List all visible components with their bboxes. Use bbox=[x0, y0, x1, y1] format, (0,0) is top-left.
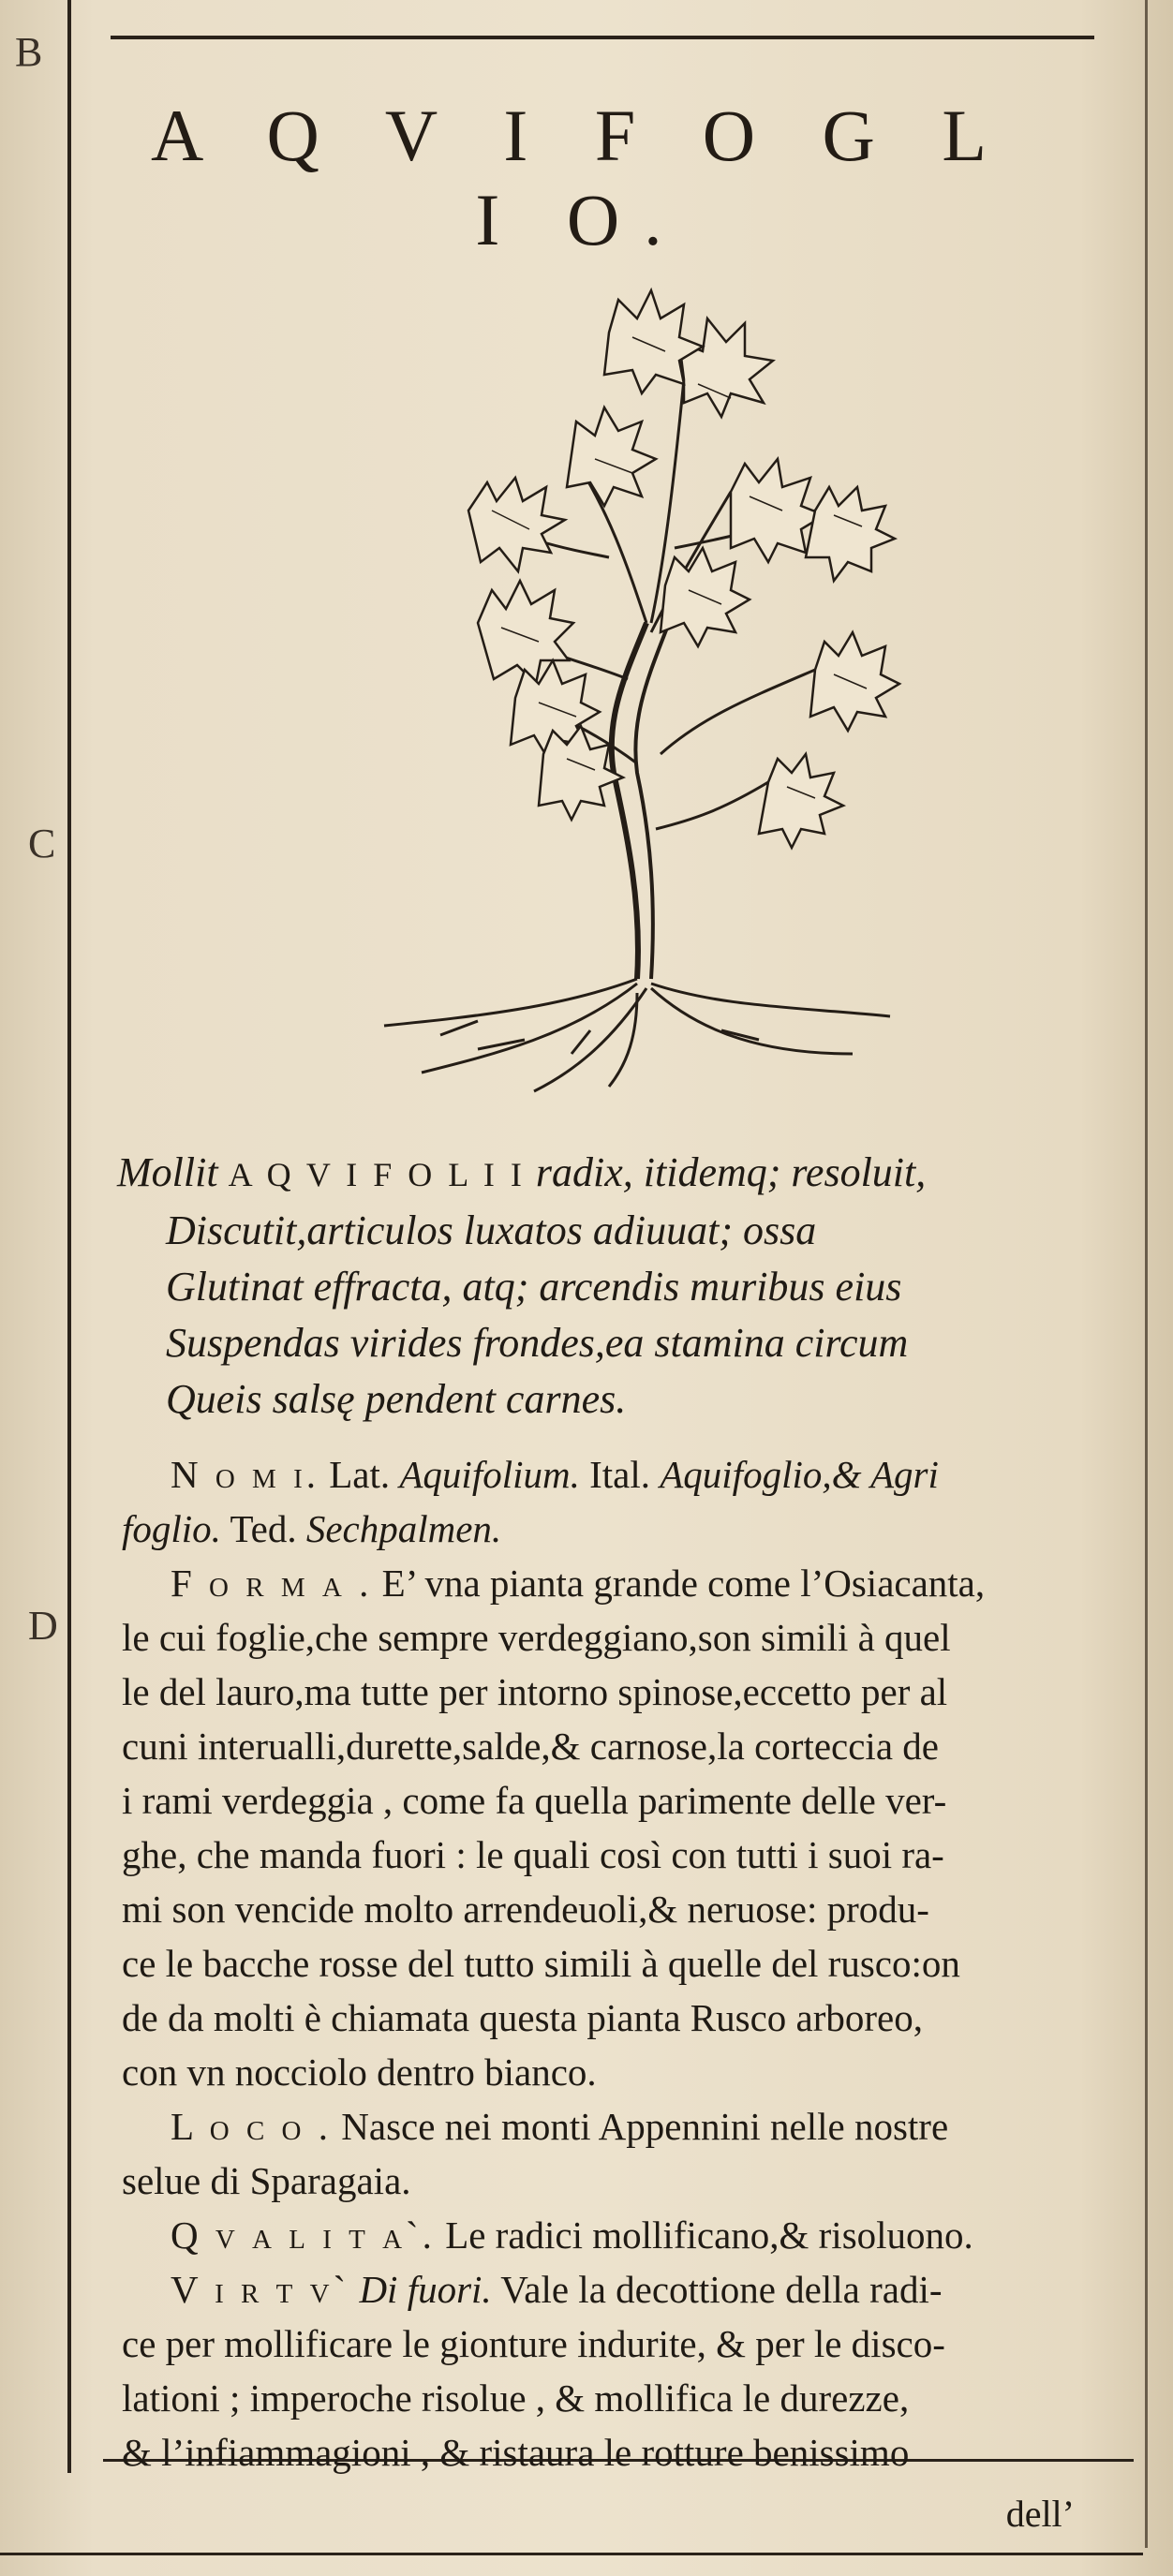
section-head-loco: L o c o . bbox=[171, 2105, 333, 2148]
virtu-text: Vale la decottione della radi- bbox=[500, 2268, 943, 2311]
virtu-line-4: & l’infiammagioni , & ristaura le rotture benissimo bbox=[122, 2431, 910, 2474]
verse-line-2: Discutit,articulos luxatos adiuuat; ossa bbox=[166, 1207, 817, 1253]
forma-line-3: le del lauro,ma tutte per intorno spinose,eccetto per al bbox=[122, 1670, 948, 1713]
section-head-nomi: N o m i. bbox=[171, 1453, 319, 1496]
verse-line-3: Glutinat effracta, atq; arcendis muribus eius bbox=[166, 1264, 902, 1310]
verse-line-5: Queis salsę pendent carnes. bbox=[166, 1376, 627, 1422]
section-head-qualita: Q v a l i t a`. bbox=[171, 2213, 436, 2257]
forma-text: E’ vna pianta grande come l’Osiacanta, bbox=[381, 1562, 986, 1605]
nomi-lat: Lat. bbox=[329, 1453, 391, 1496]
verse-word: Mollit bbox=[117, 1149, 218, 1195]
verse-text: radix, itidemq; resoluit, bbox=[535, 1149, 927, 1195]
loco-line-1 bbox=[122, 2099, 1129, 2154]
section-head-forma: F o r m a . bbox=[171, 1562, 373, 1605]
virtu-line-2: ce per mollificare le gionture indurite, & per le disco- bbox=[122, 2322, 945, 2365]
margin-letter-b: B bbox=[15, 29, 43, 75]
margin-letter-c: C bbox=[28, 821, 56, 866]
forma-line-1 bbox=[122, 1556, 1129, 1610]
nomi-latin-name: Aquifolium. bbox=[399, 1453, 580, 1496]
forma-line-6: ghe, che manda fuori : le quali così con tutti i suoi ra- bbox=[122, 1833, 944, 1876]
verse-line-4: Suspendas virides frondes,ea stamina circum bbox=[166, 1320, 909, 1366]
forma-line-2: le cui foglie,che sempre verdeggiano,son simili à quel bbox=[122, 1616, 951, 1659]
nomi-line-2 bbox=[122, 1502, 1129, 1556]
forma-line-4: cuni interualli,durette,salde,& carnose,la corteccia de bbox=[122, 1725, 939, 1768]
qualita-text: Le radici mollificano,& risoluono. bbox=[445, 2213, 973, 2257]
forma-line-10: con vn nocciolo dentro bianco. bbox=[122, 2050, 597, 2094]
nomi-italian-cont: foglio. bbox=[122, 1507, 221, 1550]
nomi-line-1 bbox=[122, 1447, 1129, 1502]
virtu-line-1 bbox=[122, 2262, 1129, 2317]
loco-line-2: selue di Sparagaia. bbox=[122, 2159, 411, 2202]
forma-line-9: de da molti è chiamata questa pianta Rusco arboreo, bbox=[122, 1996, 923, 2039]
virtu-line-3: lationi ; imperoche risolue , & mollifica le durezze, bbox=[122, 2376, 910, 2420]
verse-line-1 bbox=[117, 1145, 1091, 1203]
section-head-virtu: V i r t v` bbox=[171, 2268, 350, 2311]
qualita-line-1 bbox=[122, 2208, 1129, 2262]
nomi-italian-name: Aquifoglio,& Agri bbox=[660, 1453, 939, 1496]
holly-plant-woodcut-icon bbox=[328, 229, 946, 1101]
forma-line-8: ce le bacche rosse del tutto simili à quelle del rusco:on bbox=[122, 1942, 960, 1985]
forma-line-5: i rami verdeggia , come fa quella parimente delle ver- bbox=[122, 1779, 947, 1822]
virtu-subhead: Di fuori. bbox=[359, 2268, 492, 2311]
margin-letter-d: D bbox=[28, 1603, 58, 1649]
body-text bbox=[122, 1447, 1129, 2480]
forma-line-7: mi son vencide molto arrendeuoli,& neruose: produ- bbox=[122, 1888, 929, 1931]
nomi-ital: Ital. bbox=[589, 1453, 650, 1496]
page-title: A Q V I F O G L I O. bbox=[150, 95, 1012, 260]
nomi-german-name: Sechpalmen. bbox=[305, 1507, 502, 1550]
nomi-ted: Ted. bbox=[230, 1507, 297, 1550]
top-rule bbox=[111, 36, 1094, 39]
right-edge-rule bbox=[1145, 0, 1148, 2548]
latin-verse bbox=[117, 1145, 1091, 1428]
left-margin-rule bbox=[67, 0, 71, 2473]
catchword: dell’ bbox=[1005, 2493, 1075, 2535]
verse-plant-name: A Q V I F O L I I bbox=[228, 1156, 526, 1193]
bottom-edge-rule bbox=[0, 2553, 1143, 2555]
loco-text: Nasce nei monti Appennini nelle nostre bbox=[341, 2105, 949, 2148]
